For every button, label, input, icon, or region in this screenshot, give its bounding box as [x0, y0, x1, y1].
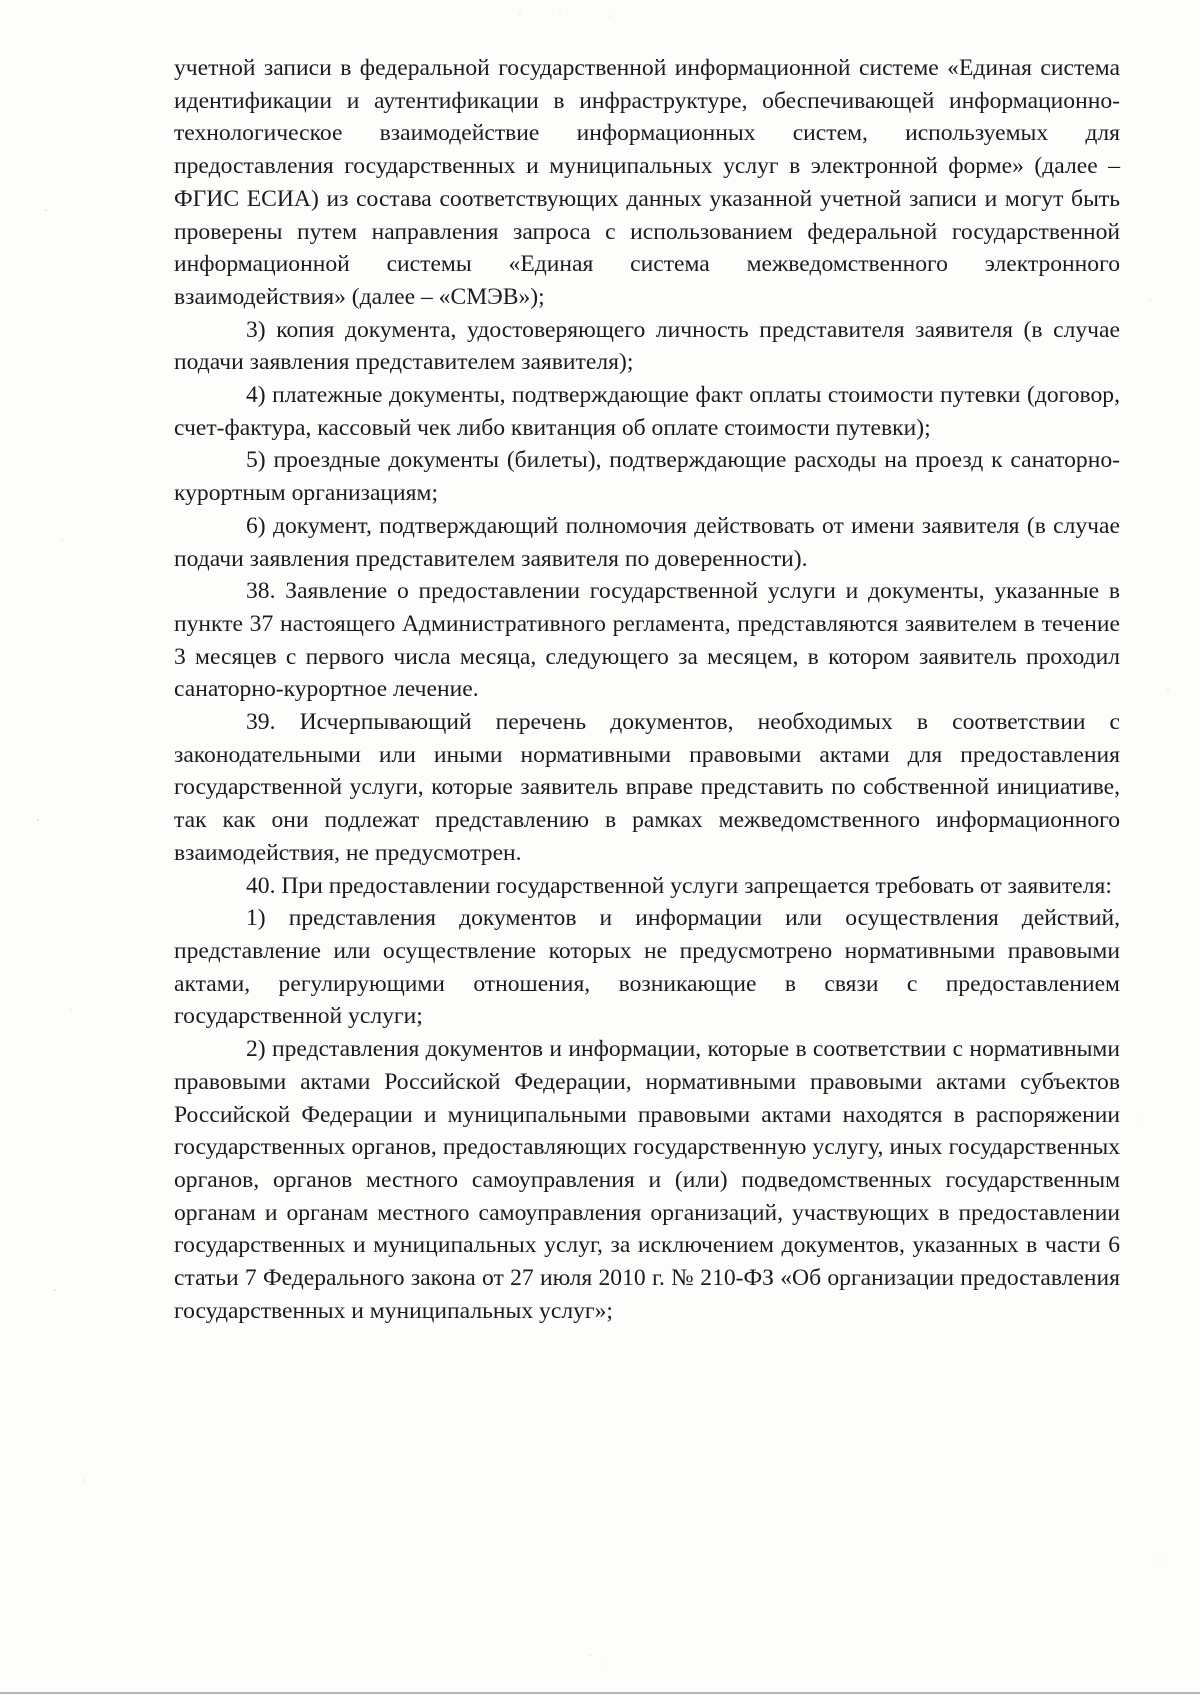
document-body: [174, 52, 1120, 1327]
paragraph-clause-38: 38. Заявление о предоставлении государственной услуги и документы, указанные в пункте 37 настоящего Административного регламента, представляются заявителем в течение 3 месяцев с первого числа месяца, следующего за месяцем, в котором заявитель проходил санаторно-курортное лечение.: [174, 578, 1120, 703]
paragraph-item-4: 4) платежные документы, подтверждающие факт оплаты стоимости путевки (договор, счет-фактура, кассовый чек либо квитанция об оплате стоимости путевки);: [174, 382, 1120, 441]
paragraph-esia-continuation: учетной записи в федеральной государственной информационной системе «Единая система идентификации и аутентификации в инфраструктуре, обеспечивающей информационно-технологическое взаимодействие информационных систем, используемых для предоставления государственных и муниципальных услуг в электронной форме» (далее – ФГИС ЕСИА) из состава соответствующих данных указанной учетной записи и могут быть проверены путем направления запроса с использованием федеральной государственной информационной системы «Единая система межведомственного электронного взаимодействия» (далее – «СМЭВ»);: [174, 55, 1120, 310]
paragraph-item-3: 3) копия документа, удостоверяющего личность представителя заявителя (в случае подачи заявления представителем заявителя);: [174, 316, 1120, 376]
scan-bottom-edge: [0, 1692, 1200, 1694]
paragraph-clause-40: 40. При предоставлении государственной услуги запрещается требовать от заявителя:: [246, 872, 1112, 899]
paragraph-clause-39: 39. Исчерпывающий перечень документов, необходимых в соответствии с законодательными или иными нормативными правовыми актами для предоставления государственной услуги, которые заявитель вправе представить по собственной инициативе, так как они подлежат представлению в рамках межведомственного информационного взаимодействия, не предусмотрен.: [174, 709, 1120, 866]
paragraph-item-6: 6) документ, подтверждающий полномочия действовать от имени заявителя (в случае подачи заявления представителем заявителя по доверенности).: [174, 512, 1120, 572]
paragraph-item-5: 5) проездные документы (билеты), подтверждающие расходы на проезд к санаторно-курортным организациям;: [174, 447, 1120, 507]
paragraph-clause-40-item-1: 1) представления документов и информации или осуществления действий, представление или осуществление которых не предусмотрено нормативными правовыми актами, регулирующими отношения, возникающие в связи с предоставлением государственной услуги;: [174, 905, 1120, 1030]
paragraph-clause-40-item-2: 2) представления документов и информации, которые в соответствии с нормативными правовыми актами Российской Федерации, нормативными правовыми актами субъектов Российской Федерации и муниципальными правовыми актами находятся в распоряжении государственных органов, предоставляющих государственную услугу, иных государственных органов, органов местного самоуправления и (или) подведомственных государственным органам и органам местного самоуправления организаций, участвующих в предоставлении государственных и муниципальных услуг, за исключением документов, указанных в части 6 статьи 7 Федерального закона от 27 июля 2010 г. № 210-ФЗ «Об организации предоставления государственных и муниципальных услуг»;: [174, 1036, 1120, 1324]
